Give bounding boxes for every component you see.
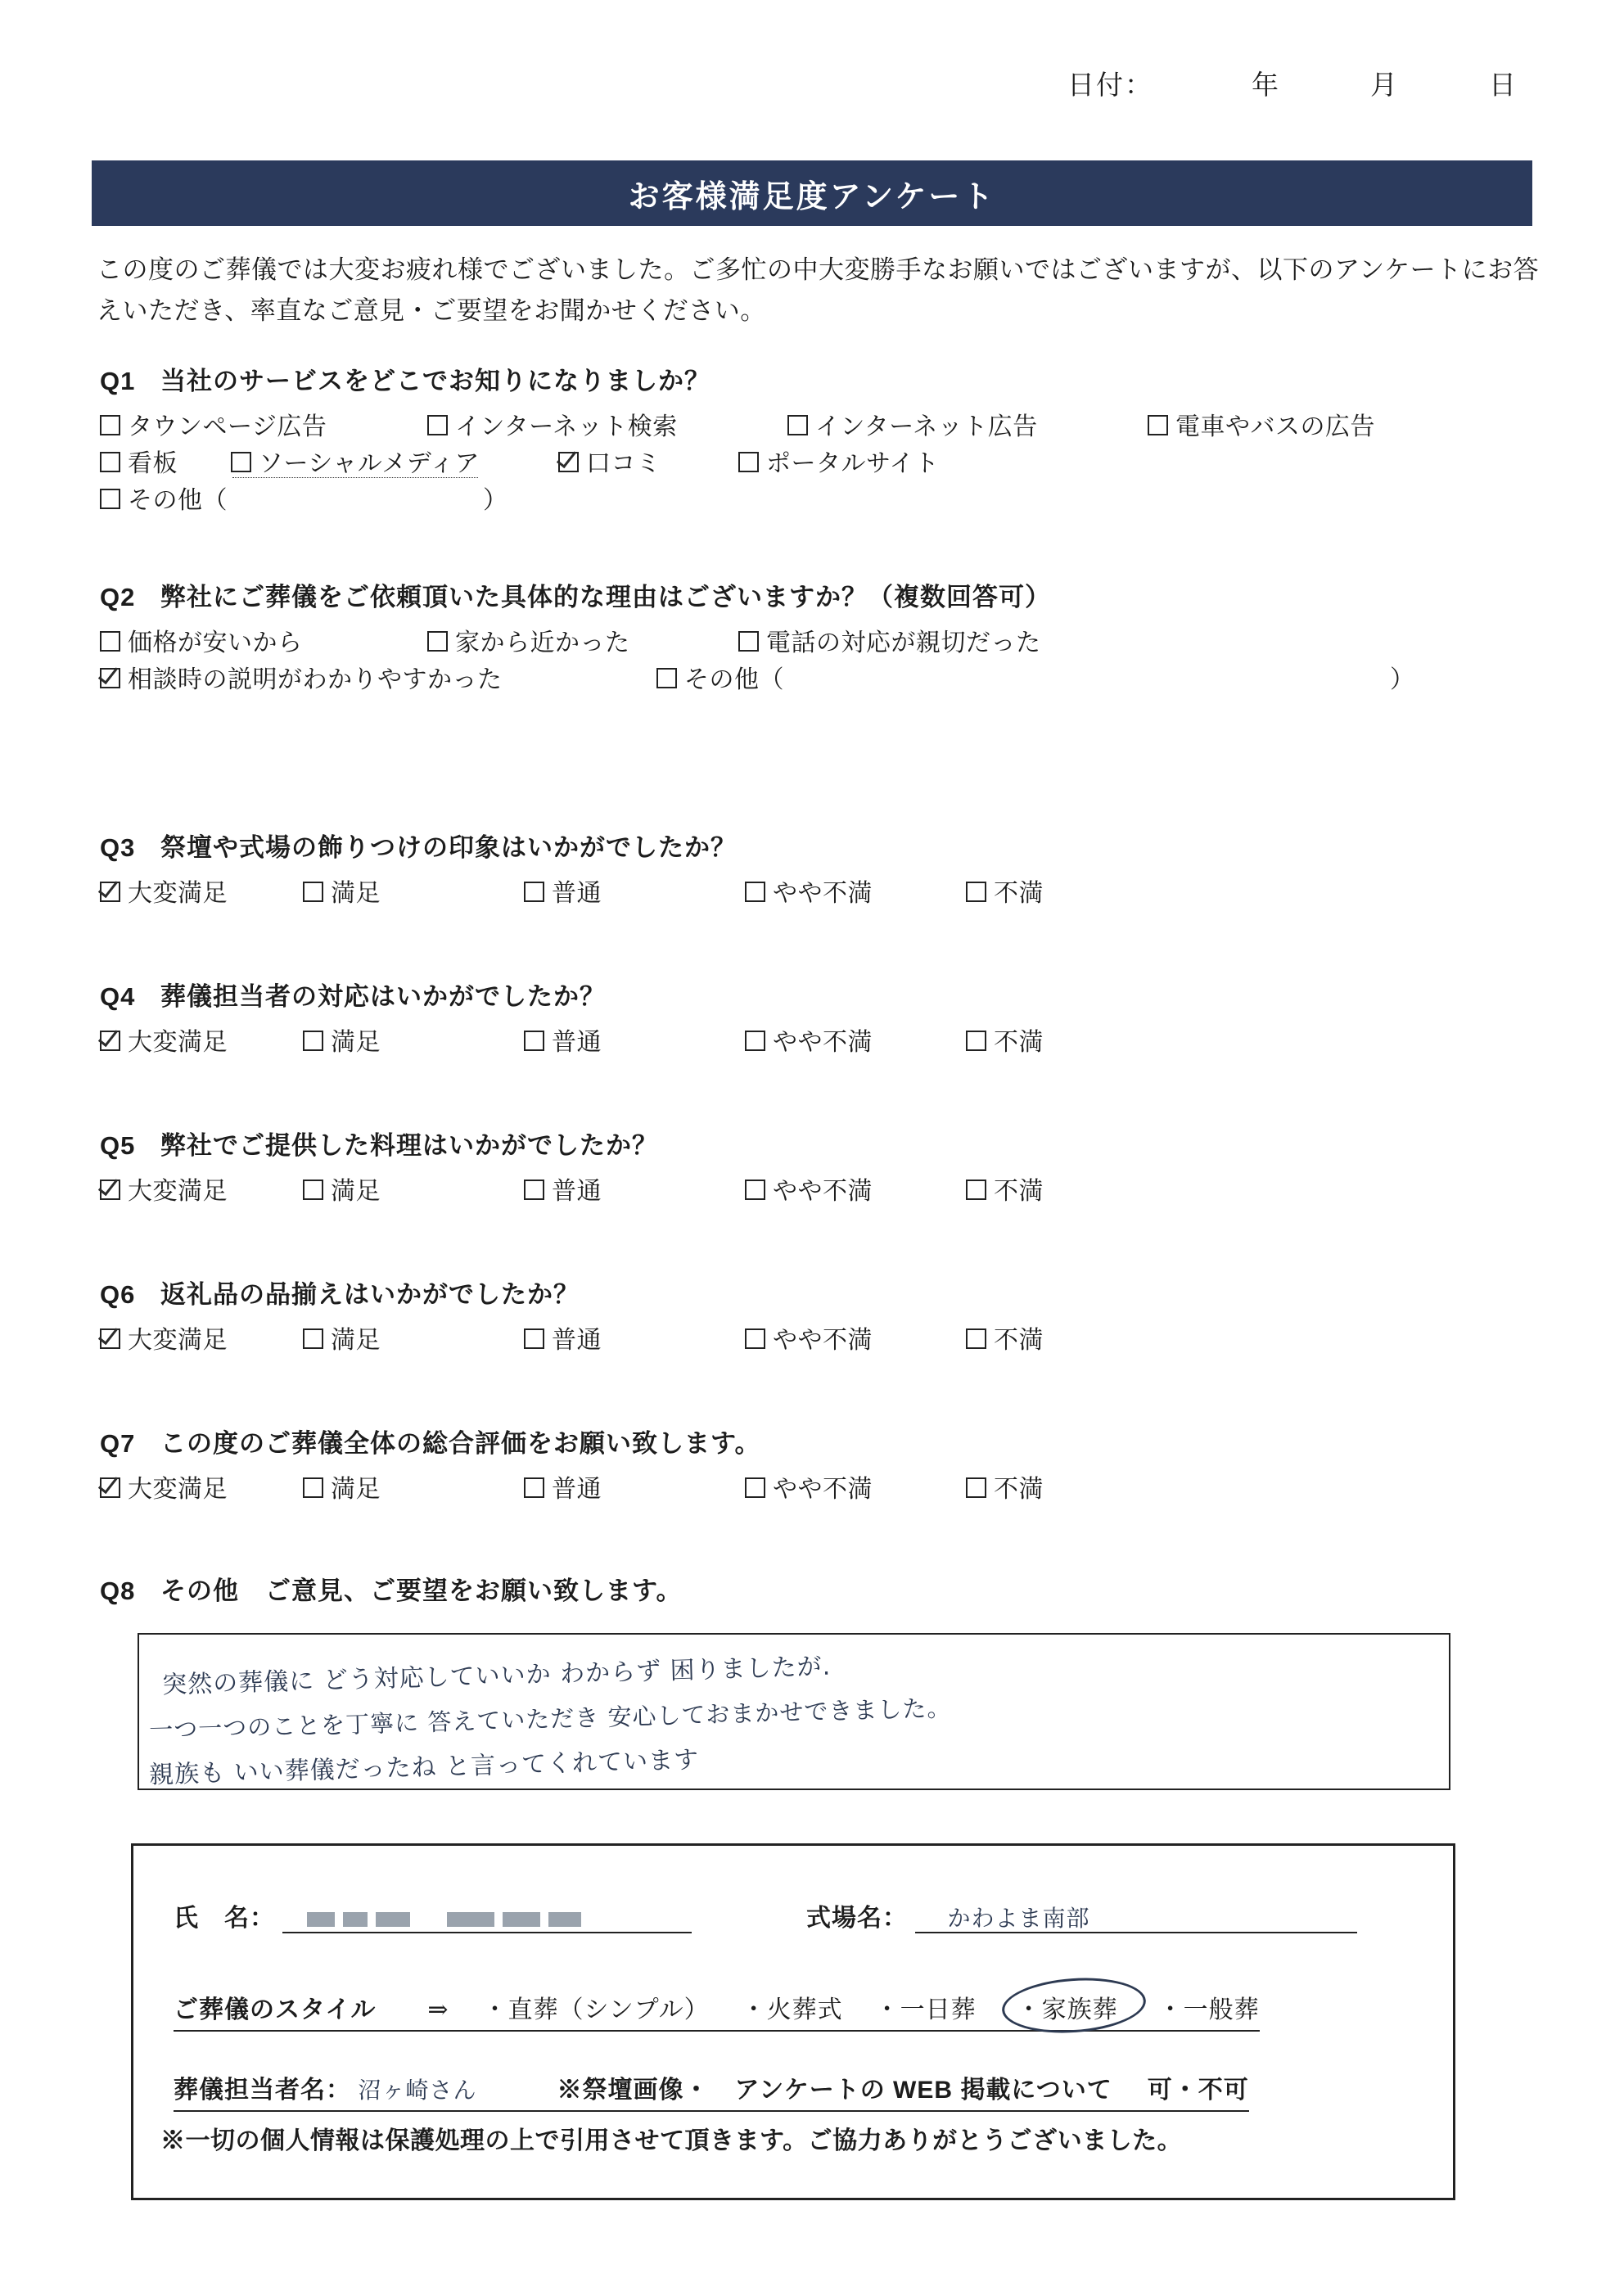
- option-label: 大変満足: [128, 880, 228, 907]
- option-label: 大変満足: [128, 1327, 228, 1354]
- option-label: 大変満足: [128, 1476, 228, 1503]
- option-label: やや不満: [773, 1476, 873, 1503]
- q6-title: [100, 1274, 1573, 1310]
- q2-option-clear-explanation[interactable]: [100, 661, 656, 698]
- date-label: 日付：: [1067, 71, 1153, 101]
- checkbox[interactable]: [100, 631, 120, 652]
- style-label: ご葬儀のスタイル: [174, 1996, 377, 2023]
- option-label: やや不満: [773, 1327, 873, 1354]
- q1-title: [100, 360, 1573, 397]
- checkbox[interactable]: [524, 882, 544, 902]
- question-q5: [100, 1125, 1573, 1210]
- staff-label: 葬儀担当者名：: [174, 2077, 351, 2104]
- option-label: 家から近かった: [455, 629, 630, 656]
- q7-text: この度のご葬儀全体の総合評価をお願い致します。: [160, 1429, 761, 1458]
- checkbox[interactable]: [656, 668, 677, 688]
- q2-row-1: [100, 625, 1573, 661]
- checkbox[interactable]: [303, 1328, 323, 1349]
- question-q4: [100, 976, 1573, 1061]
- checkbox[interactable]: [524, 1031, 544, 1051]
- question-q1: [100, 360, 1573, 519]
- option-label: やや不満: [773, 1029, 873, 1056]
- privacy-note: ※一切の個人情報は保護処理の上で引用させて頂きます。ご協力ありがとうございました。: [160, 2127, 1183, 2154]
- q4-option-normal[interactable]: [524, 1024, 745, 1061]
- checkbox[interactable]: [303, 882, 323, 902]
- redaction-mark: [376, 1912, 410, 1927]
- q6-option-very-satisfied[interactable]: [100, 1322, 303, 1359]
- checkbox[interactable]: [100, 668, 120, 688]
- q3-option-dissatisfied[interactable]: [966, 875, 1187, 912]
- q3-text: 祭壇や式場の飾りつけの印象はいかがでしたか？: [160, 833, 737, 862]
- venue-field-row: [806, 1897, 1357, 1933]
- q5-number: Q5: [100, 1131, 136, 1160]
- option-label: 普通: [552, 1327, 602, 1354]
- q3-option-very-satisfied[interactable]: [100, 875, 303, 912]
- option-label: 口コミ: [586, 450, 661, 477]
- option-label: 電車やバスの広告: [1175, 413, 1375, 440]
- staff-value[interactable]: 沼ヶ崎さん: [358, 2077, 477, 2104]
- q6-option-somewhat-dissatisfied[interactable]: [745, 1322, 966, 1359]
- q6-text: 返礼品の品揃えはいかがでしたか？: [160, 1280, 580, 1309]
- q1-other-input[interactable]: [232, 477, 478, 478]
- q2-other-close: ）: [1390, 666, 1415, 693]
- q4-option-somewhat-dissatisfied[interactable]: [745, 1024, 966, 1061]
- checkbox[interactable]: [558, 452, 579, 472]
- day-label: 日: [1489, 71, 1518, 101]
- checkbox[interactable]: [745, 1180, 765, 1200]
- checkbox[interactable]: [745, 1328, 765, 1349]
- checkbox[interactable]: [303, 1477, 323, 1498]
- option-label: 満足: [331, 880, 381, 907]
- question-q8: [100, 1570, 1573, 1618]
- checkbox[interactable]: [100, 452, 120, 472]
- q7-scale: [100, 1471, 1573, 1508]
- option-label: 普通: [552, 1476, 602, 1503]
- style-option-cremation[interactable]: ・火葬式: [741, 1996, 843, 2023]
- option-label: 相談時の説明がわかりやすかった: [128, 666, 503, 693]
- q2-row-2: [100, 661, 1573, 698]
- checkbox[interactable]: [1148, 415, 1168, 435]
- year-label: 年: [1252, 71, 1280, 101]
- checkbox[interactable]: [427, 631, 448, 652]
- q1-other-close: ）: [483, 487, 508, 514]
- q7-option-dissatisfied[interactable]: [966, 1471, 1187, 1508]
- redaction-mark: [343, 1912, 368, 1927]
- checkbox[interactable]: [966, 1328, 986, 1349]
- option-label: 価格が安いから: [128, 629, 303, 656]
- checkbox[interactable]: [745, 1477, 765, 1498]
- q2-title: [100, 576, 1573, 613]
- venue-label: 式場名：: [806, 1905, 908, 1932]
- q1-option-signboard[interactable]: [100, 445, 231, 482]
- q1-text: 当社のサービスをどこでお知りになりましか？: [160, 367, 710, 395]
- checkbox[interactable]: [745, 1031, 765, 1051]
- question-q7: [100, 1423, 1573, 1508]
- name-label: 氏 名：: [174, 1905, 275, 1932]
- redaction-mark: [307, 1912, 335, 1927]
- option-label: 不満: [994, 1327, 1044, 1354]
- q4-option-dissatisfied[interactable]: [966, 1024, 1187, 1061]
- q7-option-somewhat-dissatisfied[interactable]: [745, 1471, 966, 1508]
- style-arrow: ⇒: [427, 1996, 449, 2023]
- q6-option-normal[interactable]: [524, 1322, 745, 1359]
- q3-option-somewhat-dissatisfied[interactable]: [745, 875, 966, 912]
- checkbox[interactable]: [231, 452, 251, 472]
- option-label: 看板: [128, 450, 178, 477]
- q1-row-3: [100, 482, 1573, 519]
- q8-title: [100, 1570, 1573, 1607]
- q7-option-very-satisfied[interactable]: [100, 1471, 303, 1508]
- checkbox[interactable]: [100, 1477, 120, 1498]
- q6-option-satisfied[interactable]: [303, 1322, 524, 1359]
- option-label: 満足: [331, 1029, 381, 1056]
- q1-option-other[interactable]: [100, 482, 228, 519]
- q2-number: Q2: [100, 583, 136, 611]
- q5-option-satisfied[interactable]: [303, 1173, 524, 1210]
- web-publish-options[interactable]: 可・不可: [1147, 2077, 1249, 2104]
- q2-option-near-home[interactable]: [427, 625, 738, 661]
- q2-option-price[interactable]: [100, 625, 427, 661]
- checkbox[interactable]: [524, 1477, 544, 1498]
- month-label: 月: [1370, 71, 1399, 101]
- q4-number: Q4: [100, 982, 136, 1011]
- style-option-family[interactable]: ・家族葬: [1008, 1989, 1126, 2025]
- q6-scale: [100, 1322, 1573, 1359]
- option-label: 満足: [331, 1327, 381, 1354]
- checkbox[interactable]: [738, 452, 759, 472]
- q3-option-normal[interactable]: [524, 875, 745, 912]
- option-label: 不満: [994, 1029, 1044, 1056]
- q4-option-very-satisfied[interactable]: [100, 1024, 303, 1061]
- redaction-mark: [447, 1912, 494, 1927]
- checkbox[interactable]: [745, 882, 765, 902]
- option-label: インターネット広告: [815, 413, 1038, 440]
- style-option-direct[interactable]: ・直葬（シンプル）: [482, 1996, 710, 2023]
- q5-option-normal[interactable]: [524, 1173, 745, 1210]
- web-publish-label: ※祭壇画像・ アンケートの WEB 掲載について: [557, 2077, 1112, 2104]
- checkbox[interactable]: [100, 1328, 120, 1349]
- q3-option-satisfied[interactable]: [303, 875, 524, 912]
- q6-number: Q6: [100, 1280, 136, 1309]
- question-q6: [100, 1274, 1573, 1359]
- q3-scale: [100, 875, 1573, 912]
- venue-input[interactable]: [915, 1904, 1357, 1933]
- staff-web-row: [174, 2069, 1401, 2112]
- q1-row-1: [100, 408, 1573, 445]
- q1-option-internet-ad[interactable]: [787, 408, 1148, 445]
- q5-option-somewhat-dissatisfied[interactable]: [745, 1173, 966, 1210]
- q1-option-internet-search[interactable]: [427, 408, 787, 445]
- checkbox[interactable]: [966, 1180, 986, 1200]
- q5-title: [100, 1125, 1573, 1162]
- q4-title: [100, 976, 1573, 1013]
- q2-option-phone-kind[interactable]: [738, 625, 1041, 661]
- q8-text: その他 ご意見、ご要望をお願い致します。: [160, 1577, 683, 1605]
- q4-option-satisfied[interactable]: [303, 1024, 524, 1061]
- page-title: お客様満足度アンケート: [92, 160, 1532, 226]
- option-label: その他（: [128, 487, 228, 514]
- q7-title: [100, 1423, 1573, 1459]
- q1-option-word-of-mouth[interactable]: [558, 445, 738, 482]
- option-label: 普通: [552, 1178, 602, 1205]
- style-field-row: [174, 1989, 1385, 2032]
- option-label: 電話の対応が親切だった: [766, 629, 1041, 656]
- q7-option-satisfied[interactable]: [303, 1471, 524, 1508]
- comment-line-3: 親族も いい葬儀だったね と言ってくれています: [148, 1745, 700, 1790]
- checkbox[interactable]: [100, 882, 120, 902]
- comment-line-2: 一つ一つのことを丁寧に 答えていただき 安心しておまかせできました。: [148, 1694, 952, 1744]
- q7-option-normal[interactable]: [524, 1471, 745, 1508]
- question-q2: [100, 576, 1573, 698]
- option-label: 普通: [552, 880, 602, 907]
- option-label: 普通: [552, 1029, 602, 1056]
- option-label: 不満: [994, 1178, 1044, 1205]
- q3-number: Q3: [100, 833, 136, 862]
- checkbox[interactable]: [100, 1180, 120, 1200]
- checkbox[interactable]: [966, 1031, 986, 1051]
- redaction-mark: [503, 1912, 540, 1927]
- style-option-general[interactable]: ・一般葬: [1157, 1996, 1260, 2023]
- checkbox[interactable]: [738, 631, 759, 652]
- checkbox[interactable]: [966, 1477, 986, 1498]
- q5-text: 弊社でご提供した料理はいかがでしたか？: [160, 1131, 658, 1160]
- option-label: やや不満: [773, 880, 873, 907]
- date-line: [1067, 64, 1518, 102]
- option-label: 満足: [331, 1476, 381, 1503]
- option-label: ポータルサイト: [766, 450, 940, 477]
- checkbox[interactable]: [524, 1328, 544, 1349]
- question-q3: [100, 827, 1573, 912]
- venue-value: かわよま南部: [947, 1905, 1090, 1932]
- option-label: タウンページ広告: [128, 413, 327, 440]
- q1-option-townpage[interactable]: [100, 408, 427, 445]
- q1-option-train-bus-ad[interactable]: [1148, 408, 1375, 445]
- q4-scale: [100, 1024, 1573, 1061]
- checkbox[interactable]: [303, 1031, 323, 1051]
- style-option-oneday[interactable]: ・一日葬: [874, 1996, 977, 2023]
- option-label: インターネット検索: [455, 413, 678, 440]
- option-label: 不満: [994, 880, 1044, 907]
- checkbox[interactable]: [100, 415, 120, 435]
- q4-text: 葬儀担当者の対応はいかがでしたか？: [160, 982, 606, 1011]
- q6-option-dissatisfied[interactable]: [966, 1322, 1187, 1359]
- option-label: 大変満足: [128, 1029, 228, 1056]
- comment-line-1: 突然の葬儀に どう対応していいか わからず 困りましたが.: [161, 1652, 832, 1700]
- option-label: 大変満足: [128, 1178, 228, 1205]
- name-input[interactable]: [282, 1904, 692, 1933]
- option-label: やや不満: [773, 1178, 873, 1205]
- q2-text: 弊社にご葬儀をご依頼頂いた具体的な理由はございますか？（複数回答可）: [160, 583, 1051, 611]
- checkbox[interactable]: [100, 1031, 120, 1051]
- q5-scale: [100, 1173, 1573, 1210]
- q5-option-very-satisfied[interactable]: [100, 1173, 303, 1210]
- checkbox[interactable]: [524, 1180, 544, 1200]
- q5-option-dissatisfied[interactable]: [966, 1173, 1187, 1210]
- option-label: その他（: [684, 666, 784, 693]
- q2-option-other[interactable]: [656, 661, 784, 698]
- q1-number: Q1: [100, 367, 136, 395]
- checkbox[interactable]: [100, 489, 120, 509]
- checkbox[interactable]: [966, 882, 986, 902]
- checkbox[interactable]: [427, 415, 448, 435]
- q3-title: [100, 827, 1573, 864]
- option-label: 満足: [331, 1178, 381, 1205]
- checkbox[interactable]: [787, 415, 808, 435]
- option-label: 不満: [994, 1476, 1044, 1503]
- name-field-row: [174, 1897, 692, 1933]
- intro-text: この度のご葬儀では大変お疲れ様でございました。ご多忙の中大変勝手なお願いではございますが、以下のアンケートにお答えいただき、率直なご意見・ご要望をお聞かせください。: [97, 255, 1540, 326]
- redaction-mark: [548, 1912, 581, 1927]
- option-label: ソーシャルメディア: [259, 450, 480, 477]
- q7-number: Q7: [100, 1429, 136, 1458]
- q8-number: Q8: [100, 1577, 136, 1605]
- q1-option-portal-site[interactable]: [738, 445, 939, 482]
- checkbox[interactable]: [303, 1180, 323, 1200]
